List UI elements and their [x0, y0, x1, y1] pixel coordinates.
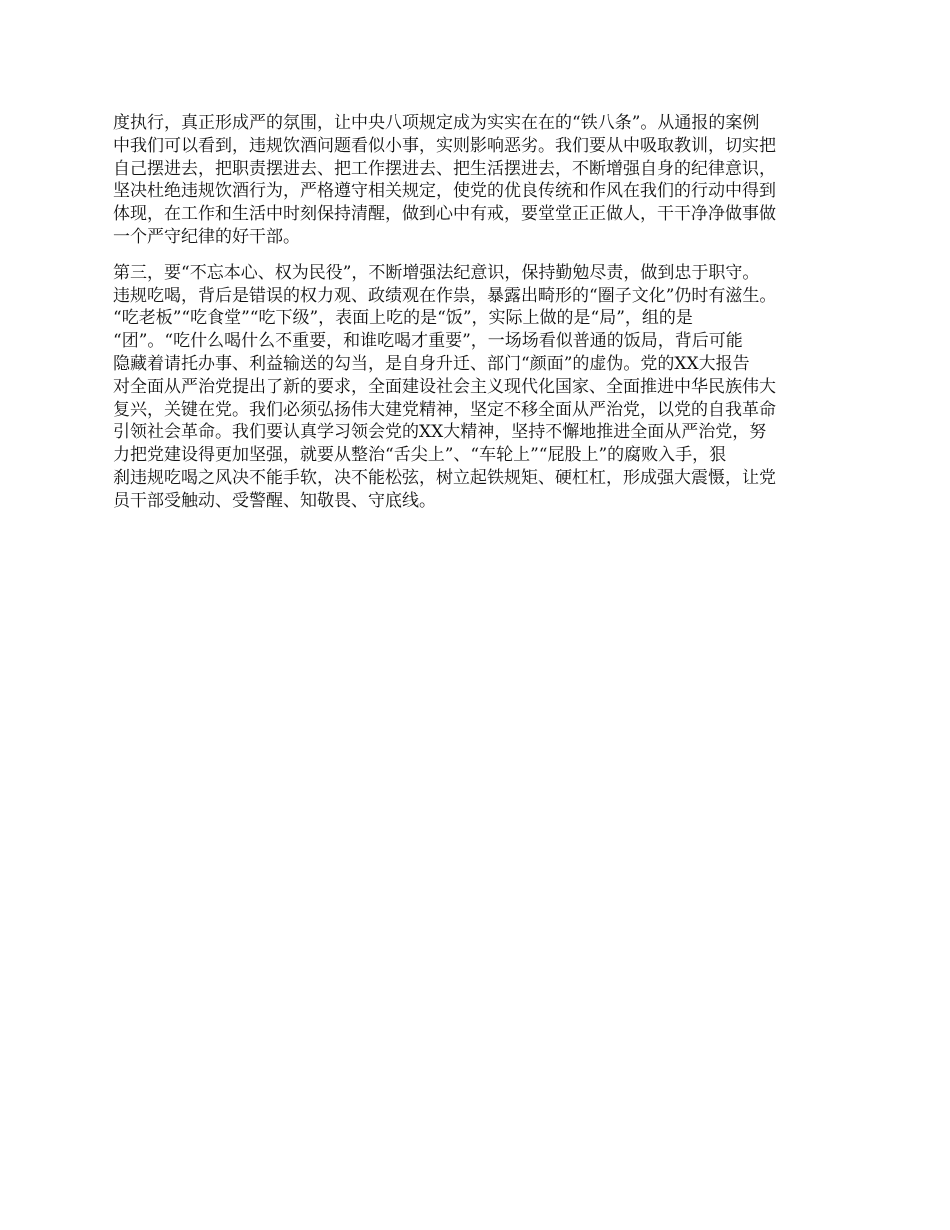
- text-line: 员干部受触动、受警醒、知敬畏、守底线。: [113, 490, 436, 511]
- text-line: 体现，在工作和生活中时刻保持清醒，做到心中有戒，要堂堂正正做人，干干净净做事做: [113, 204, 776, 225]
- text-line: 刹违规吃喝之风决不能手软，决不能松弦，树立起铁规矩、硬杠杠，形成强大震慑，让党: [113, 467, 776, 488]
- text-line: 力把党建设得更加坚强，就要从整治“舌尖上”、“车轮上”“屁股上”的腐败入手，狠: [113, 445, 727, 466]
- paragraph-1: [113, 112, 848, 249]
- text-line: 自己摆进去，把职责摆进去、把工作摆进去、把生活摆进去，不断增强自身的纪律意识，: [113, 158, 776, 179]
- text-line: 引领社会革命。我们要认真学习领会党的XX大精神，坚持不懈地推进全面从严治党，努: [113, 422, 767, 443]
- text-line: 对全面从严治党提出了新的要求，全面建设社会主义现代化国家、全面推进中华民族伟大: [113, 376, 776, 397]
- text-line: “团”。“吃什么喝什么不重要，和谁吃喝才重要”，一场场看似普通的饭局，背后可能: [113, 331, 743, 352]
- text-line: 复兴，关键在党。我们必须弘扬伟大建党精神，坚定不移全面从严治党，以党的自我革命: [113, 399, 776, 420]
- text-line: 违规吃喝，背后是错误的权力观、政绩观在作祟，暴露出畸形的“圈子文化”仍时有滋生。: [113, 285, 777, 306]
- paragraph-2: [113, 262, 848, 513]
- text-line: 坚决杜绝违规饮酒行为，严格遵守相关规定，使党的优良传统和作风在我们的行动中得到: [113, 181, 776, 202]
- text-line: “吃老板”“吃食堂”“吃下级”，表面上吃的是“饭”，实际上做的是“局”，组的是: [113, 308, 693, 329]
- text-line: 度执行，真正形成严的氛围，让中央八项规定成为实实在在的“铁八条”。从通报的案例: [113, 113, 760, 133]
- text-line: 一个严守纪律的好干部。: [113, 226, 300, 247]
- text-line: 隐藏着请托办事、利益输送的勾当，是自身升迁、部门“颜面”的虚伪。党的XX大报告: [113, 353, 750, 374]
- document-body: [113, 112, 848, 513]
- text-line: 第三，要“不忘本心、权为民役”，不断增强法纪意识，保持勤勉尽责，做到忠于职守。: [113, 262, 760, 283]
- text-line: 中我们可以看到，违规饮酒问题看似小事，实则影响恶劣。我们要从中吸取教训，切实把: [113, 135, 776, 156]
